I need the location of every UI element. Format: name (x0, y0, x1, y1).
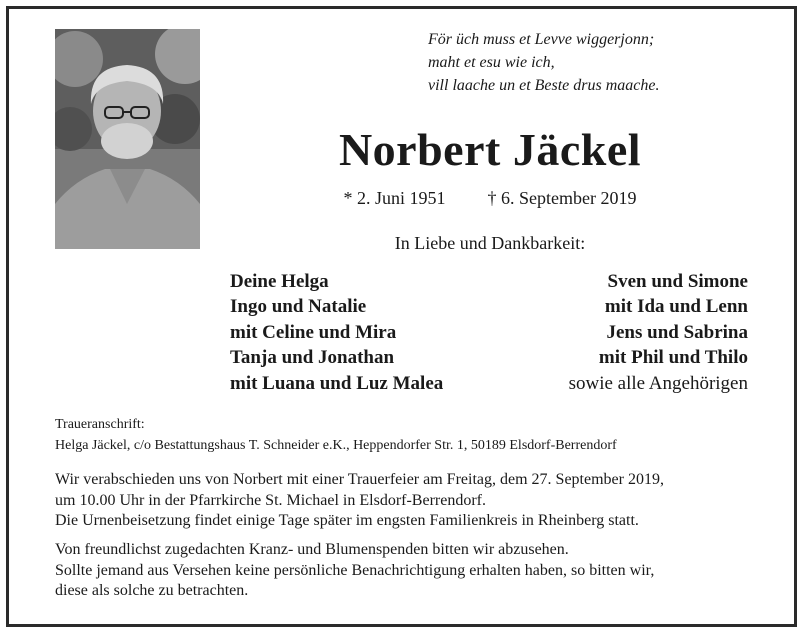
notice-line: diese als solche zu betrachten. (55, 582, 249, 599)
address-text: Helga Jäckel, c/o Bestattungshaus T. Schneider e.K., Heppendorfer Str. 1, 50189 Elsdorf-Berrendorf (55, 438, 617, 453)
poem-line: För üch muss et Levve wiggerjonn; (428, 31, 655, 48)
mourner: mit Phil und Thilo (598, 347, 748, 369)
deceased-name: Norbert Jäckel (338, 124, 642, 175)
service-info (55, 470, 755, 532)
birth-date: * 2. Juni 1951 (343, 188, 446, 208)
poem-line: maht et esu wie ich, (428, 54, 555, 71)
address-label: Traueranschrift: (55, 417, 145, 432)
notice-line: Von freundlichst zugedachten Kranz- und Blumenspenden bitten wir abzusehen. (55, 541, 569, 558)
death-date: † 6. September 2019 (487, 188, 637, 208)
poem-line: vill laache un et Beste drus maache. (428, 77, 660, 94)
portrait-photo (55, 29, 200, 249)
mourner: Sven und Simone (607, 271, 748, 292)
life-dates (230, 186, 750, 210)
mourner: Tanja und Jonathan (230, 347, 395, 369)
mourning-address (55, 414, 617, 456)
service-line: Die Urnenbeisetzung findet einige Tage später im engsten Familienkreis in Rheinberg statt. (55, 512, 639, 529)
dedication: In Liebe und Dankbarkeit: (394, 233, 586, 253)
mourner: sowie alle Angehörigen (568, 372, 748, 394)
service-line: Wir verabschieden uns von Norbert mit einer Trauerfeier am Freitag, dem 27. September 2019, (55, 471, 664, 488)
mourner: Deine Helga (230, 271, 329, 292)
notice-line: Sollte jemand aus Versehen keine persönliche Benachrichtigung erhalten haben, so bitten wir, (55, 561, 655, 579)
closing-notice (55, 540, 755, 602)
service-line: um 10.00 Uhr in der Pfarrkirche St. Michael in Elsdorf-Berrendorf. (55, 491, 486, 509)
mourner: mit Ida und Lenn (604, 296, 748, 318)
poem (428, 28, 748, 97)
mourners-right-column (569, 269, 748, 396)
mourners-left-column (230, 269, 443, 396)
mourner: mit Celine und Mira (230, 321, 397, 343)
mourner: mit Luana und Luz Malea (230, 372, 444, 394)
mourner: Jens und Sabrina (606, 321, 748, 343)
mourner: Ingo und Natalie (230, 296, 367, 318)
